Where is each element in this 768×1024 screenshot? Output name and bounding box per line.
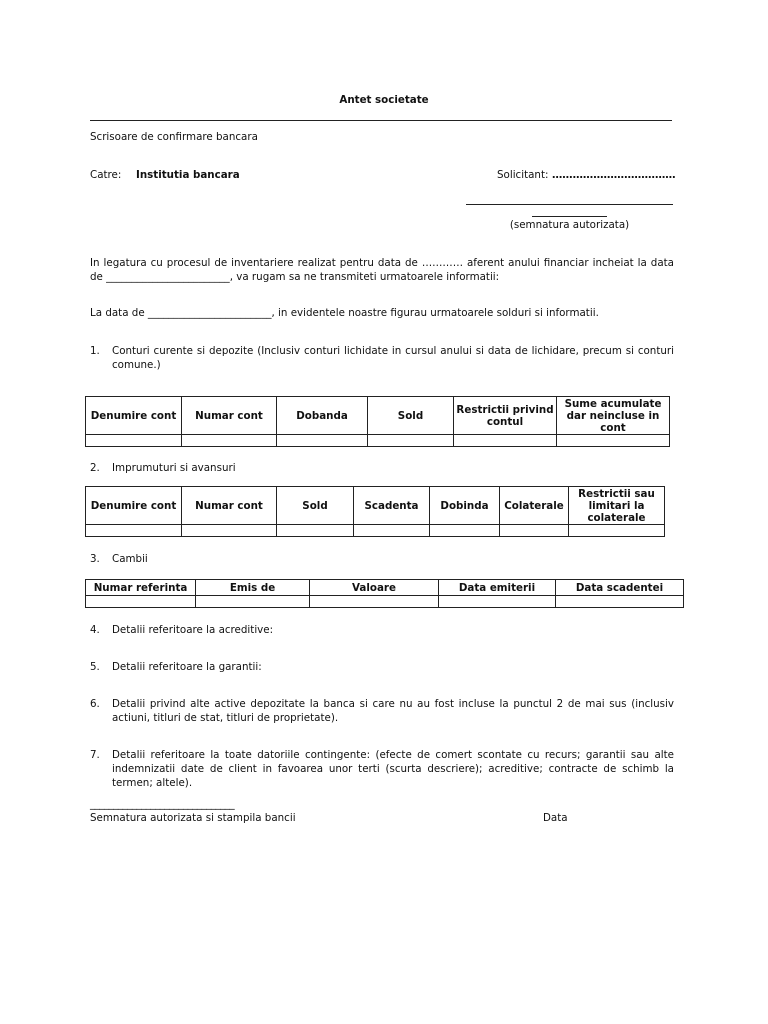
table-header-cell: Sold bbox=[277, 487, 354, 525]
section-number: 2. bbox=[90, 462, 100, 474]
signature-line bbox=[466, 204, 673, 205]
section-text: Detalii referitoare la garantii: bbox=[112, 661, 262, 673]
date-label: Data bbox=[543, 812, 568, 824]
table-header-cell: Emis de bbox=[196, 580, 310, 596]
signature-short-line bbox=[532, 216, 607, 217]
recipient-label: Catre: bbox=[90, 169, 122, 181]
table-row bbox=[86, 525, 665, 537]
applicant-value: ……………………………… bbox=[552, 169, 676, 181]
table-header-cell: Valoare bbox=[310, 580, 439, 596]
table-cell[interactable] bbox=[454, 435, 557, 447]
table-cell[interactable] bbox=[277, 435, 368, 447]
signature-caption: (semnatura autorizata) bbox=[509, 219, 630, 231]
bank-signature-label: Semnatura autorizata si stampila bancii bbox=[90, 812, 296, 824]
section-number: 4. bbox=[90, 624, 100, 636]
table-cell[interactable] bbox=[368, 435, 454, 447]
bills-table bbox=[85, 579, 684, 608]
table-header-cell: Denumire cont bbox=[86, 487, 182, 525]
table-header-cell: Numar cont bbox=[182, 487, 277, 525]
recipient-value: Institutia bancara bbox=[136, 169, 240, 181]
table-header-cell: Restrictii sau limitari la colaterale bbox=[569, 487, 665, 525]
section-text: Conturi curente si depozite (Inclusiv conturi lichidate in cursul anului si data de lichidare, precum si conturi comune.) bbox=[112, 345, 674, 371]
document-header-title: Antet societate bbox=[339, 94, 429, 106]
table-cell[interactable] bbox=[182, 435, 277, 447]
section-text: Detalii referitoare la acreditive: bbox=[112, 624, 274, 636]
bank-signature-line: _______________________________ bbox=[90, 798, 235, 810]
table-cell[interactable] bbox=[354, 525, 430, 537]
section-text: Detalii referitoare la toate datoriile contingente: (efecte de comert scontate cu recurs; garantii sau alte indemnizatii date de client in favoarea unor terti (scurta descriere); acreditive; contracte de schimb la termen; altele). bbox=[112, 749, 674, 789]
table-row bbox=[86, 435, 670, 447]
table-cell[interactable] bbox=[277, 525, 354, 537]
section-number: 5. bbox=[90, 661, 100, 673]
table-header-cell: Dobanda bbox=[277, 397, 368, 435]
table-header-cell: Restrictii privind contul bbox=[454, 397, 557, 435]
section-number: 1. bbox=[90, 345, 100, 357]
section-text: Imprumuturi si avansuri bbox=[112, 462, 236, 474]
table-header-cell: Denumire cont bbox=[86, 397, 182, 435]
table-cell[interactable] bbox=[500, 525, 569, 537]
section-text: Cambii bbox=[112, 553, 148, 565]
table-header-cell: Numar referinta bbox=[86, 580, 196, 596]
table-cell[interactable] bbox=[556, 596, 684, 608]
table-header-cell: Dobinda bbox=[430, 487, 500, 525]
table-header-cell: Scadenta bbox=[354, 487, 430, 525]
table-cell[interactable] bbox=[196, 596, 310, 608]
table-cell[interactable] bbox=[557, 435, 670, 447]
table-cell[interactable] bbox=[310, 596, 439, 608]
table-cell[interactable] bbox=[430, 525, 500, 537]
table-header-cell: Numar cont bbox=[182, 397, 277, 435]
table-cell[interactable] bbox=[86, 525, 182, 537]
table-cell[interactable] bbox=[439, 596, 556, 608]
table-cell[interactable] bbox=[569, 525, 665, 537]
table-header-cell: Data emiterii bbox=[439, 580, 556, 596]
table-cell[interactable] bbox=[182, 525, 277, 537]
table-cell[interactable] bbox=[86, 435, 182, 447]
table-header-cell: Sume acumulate dar neincluse in cont bbox=[557, 397, 670, 435]
section-number: 7. bbox=[90, 749, 100, 761]
table-row bbox=[86, 596, 684, 608]
header-divider bbox=[90, 120, 672, 121]
inventory-paragraph: In legatura cu procesul de inventariere realizat pentru data de ………… aferent anului financiar incheiat la data de ________________________, va rugam sa ne transmiteti urmatoarele informatii: bbox=[90, 257, 674, 283]
table-header-cell: Data scadentei bbox=[556, 580, 684, 596]
applicant-label: Solicitant: bbox=[497, 169, 549, 181]
section-text: Detalii privind alte active depozitate la banca si care nu au fost incluse la punctul 2 de mai sus (inclusiv actiuni, titluri de stat, titluri de proprietate). bbox=[112, 698, 674, 724]
section-number: 3. bbox=[90, 553, 100, 565]
section-number: 6. bbox=[90, 698, 100, 710]
letter-subject: Scrisoare de confirmare bancara bbox=[90, 131, 258, 143]
current-accounts-table bbox=[85, 396, 670, 447]
loans-table bbox=[85, 486, 665, 537]
balance-date-paragraph: La data de ________________________, in evidentele noastre figurau urmatoarele solduri si informatii. bbox=[90, 307, 599, 319]
table-header-cell: Colaterale bbox=[500, 487, 569, 525]
table-header-cell: Sold bbox=[368, 397, 454, 435]
table-cell[interactable] bbox=[86, 596, 196, 608]
